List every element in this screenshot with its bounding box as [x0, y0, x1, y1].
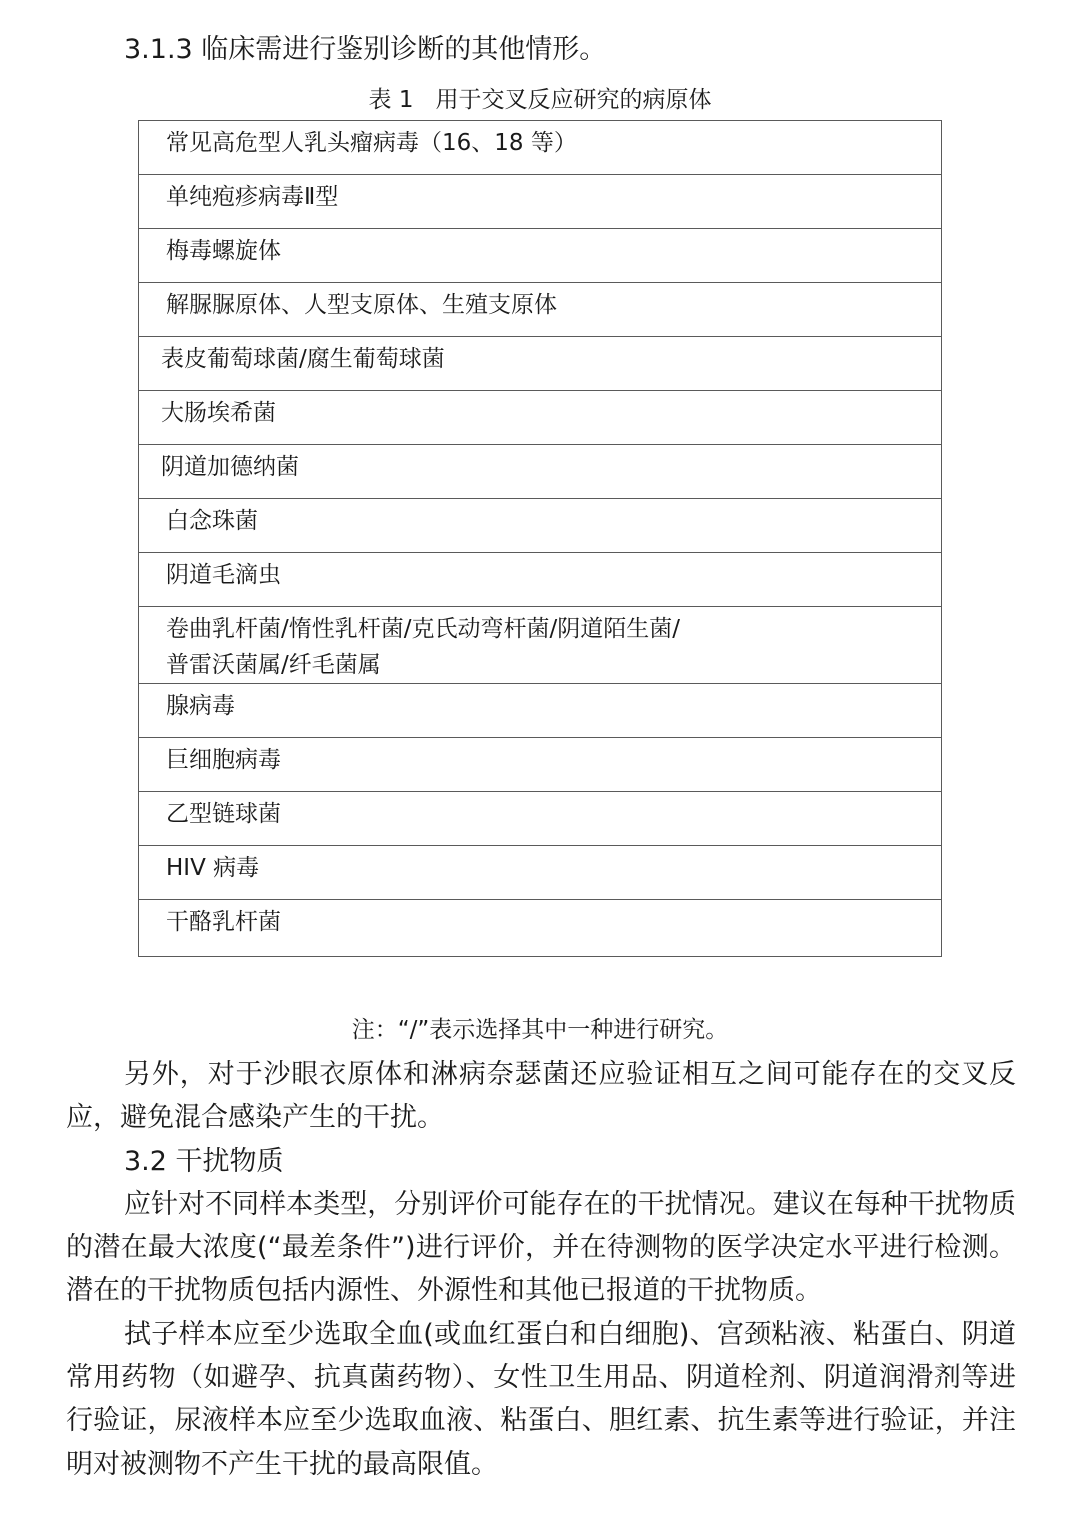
table-cell	[139, 738, 942, 792]
table-cell	[139, 337, 942, 391]
table-cell	[139, 445, 942, 499]
pathogen-lactobacillus-casei: 干酪乳杆菌	[166, 909, 281, 935]
table-cell	[139, 175, 942, 229]
table-row	[139, 738, 942, 792]
table-row	[139, 792, 942, 846]
table-cell	[139, 792, 942, 846]
section-heading-3-2: 3.2 干扰物质	[124, 1145, 284, 1177]
table-note: 注：“/”表示选择其中一种进行研究。	[351, 1017, 729, 1043]
pathogen-table	[138, 120, 942, 957]
table-row	[139, 283, 942, 337]
table-row	[139, 445, 942, 499]
table-cell	[139, 229, 942, 283]
table-row	[139, 900, 942, 957]
table-cell	[139, 499, 942, 553]
table-row	[139, 175, 942, 229]
table-cell	[139, 684, 942, 738]
paragraph-cross-reaction: 另外，对于沙眼衣原体和淋病奈瑟菌还应验证相互之间可能存在的交叉反应，避免混合感染产生的干扰。	[66, 1059, 1016, 1134]
pathogen-staphylococcus: 表皮葡萄球菌/腐生葡萄球菌	[161, 346, 445, 372]
body-text	[66, 1053, 1016, 1486]
pathogen-lactobacillus-line2: 普雷沃菌属/纤毛菌属	[166, 652, 381, 678]
table-cell	[139, 607, 942, 684]
table-row	[139, 684, 942, 738]
table-row	[139, 229, 942, 283]
table-cell	[139, 553, 942, 607]
pathogen-mycoplasma: 解脲脲原体、人型支原体、生殖支原体	[166, 292, 557, 318]
pathogen-adenovirus: 腺病毒	[166, 693, 235, 719]
section-heading-3-1-3: 3.1.3 临床需进行鉴别诊断的其他情形。	[124, 34, 607, 65]
table-caption-title: 用于交叉反应研究的病原体	[435, 87, 712, 113]
table-row	[139, 499, 942, 553]
pathogen-hiv: HIV 病毒	[166, 855, 260, 881]
pathogen-ecoli: 大肠埃希菌	[161, 400, 276, 426]
table-row	[139, 846, 942, 900]
table-row	[139, 391, 942, 445]
table-cell	[139, 846, 942, 900]
table-row	[139, 121, 942, 175]
pathogen-hpv: 常见高危型人乳头瘤病毒（16、18 等）	[166, 130, 577, 156]
pathogen-treponema: 梅毒螺旋体	[166, 238, 281, 264]
table-cell	[139, 283, 942, 337]
pathogen-candida: 白念珠菌	[166, 508, 258, 534]
pathogen-gbs: 乙型链球菌	[166, 801, 281, 827]
table-cell	[139, 391, 942, 445]
table-cell	[139, 900, 942, 957]
pathogen-hsv2: 单纯疱疹病毒Ⅱ型	[166, 184, 339, 210]
pathogen-trichomonas: 阴道毛滴虫	[166, 562, 281, 588]
table-row	[139, 337, 942, 391]
paragraph-interference-evaluation: 应针对不同样本类型，分别评价可能存在的干扰情况。建议在每种干扰物质的潜在最大浓度(“最差条件”)进行评价，并在待测物的医学决定水平进行检测。潜在的干扰物质包括内源性、外源性和其他已报道的干扰物质。	[66, 1188, 1016, 1307]
table-row	[139, 553, 942, 607]
pathogen-gardnerella: 阴道加德纳菌	[161, 454, 299, 480]
table-row	[139, 607, 942, 684]
table-cell	[139, 121, 942, 175]
table-caption	[0, 82, 1080, 118]
pathogen-lactobacillus-line1: 卷曲乳杆菌/惰性乳杆菌/克氏动弯杆菌/阴道陌生菌/	[166, 616, 680, 642]
table-caption-number: 表 1	[368, 87, 414, 113]
pathogen-cmv: 巨细胞病毒	[166, 747, 281, 773]
paragraph-sample-requirements: 拭子样本应至少选取全血(或血红蛋白和白细胞)、宫颈粘液、粘蛋白、阴道常用药物（如避孕、抗真菌药物）、女性卫生用品、阴道栓剂、阴道润滑剂等进行验证，尿液样本应至少选取血液、粘蛋白、胆红素、抗生素等进行验证，并注明对被测物不产生干扰的最高限值。	[66, 1318, 1016, 1480]
